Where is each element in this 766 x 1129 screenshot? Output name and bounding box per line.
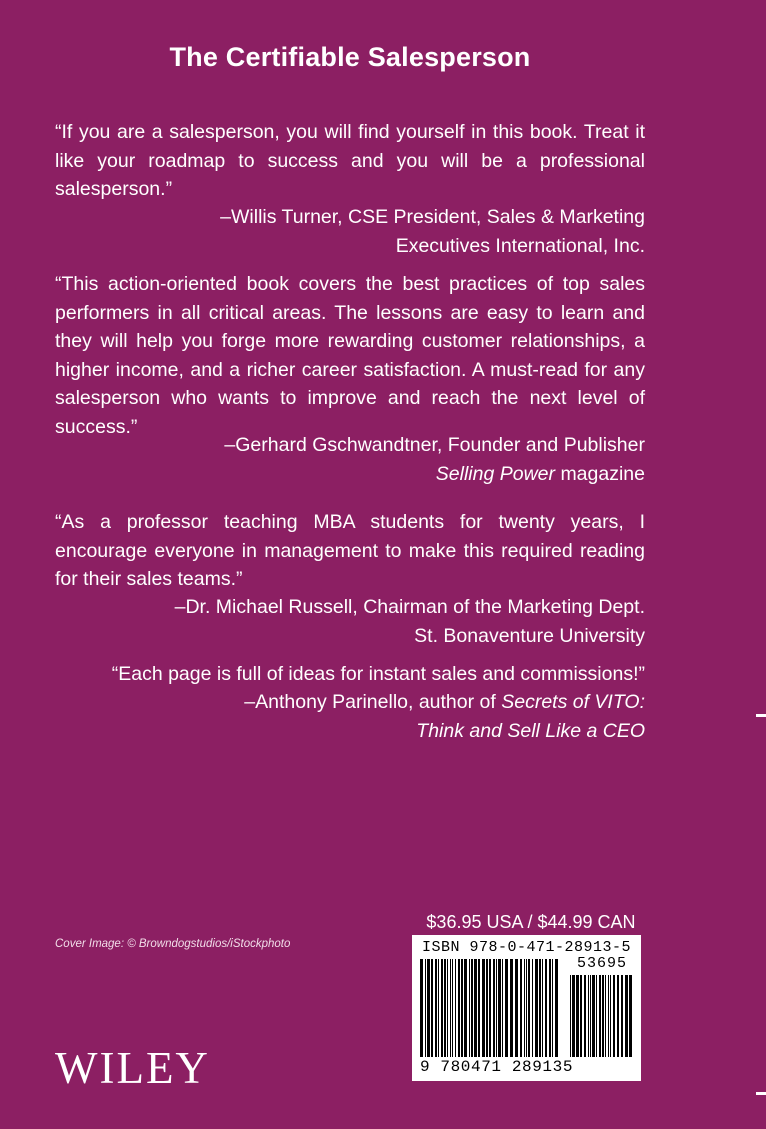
attribution-line: –Willis Turner, CSE President, Sales & Marketing [220,206,645,228]
book-title: The Certifiable Salesperson [169,42,531,72]
attribution-line: Executives International, Inc. [395,234,645,257]
ean-barcode-bars [420,959,560,1057]
barcode-bar [590,975,591,1057]
barcode-bar [469,959,470,1057]
barcode-bar [498,959,501,1057]
book-reference-subtitle: Think and Sell Like a CEO [416,719,645,742]
barcode-bar [602,975,604,1057]
barcode-bar [505,959,508,1057]
barcode-bar [496,959,497,1057]
attribution-line [85,688,645,717]
price-code: 53695 [576,955,627,972]
barcode-bar [596,975,597,1057]
blurb-attribution-4 [85,688,645,745]
barcode-bar [520,959,522,1057]
blurb-quote-4: “Each page is full of ideas for instant sales and commissions!” [111,663,645,685]
barcode-bar [542,959,543,1057]
barcode-bar [489,959,491,1057]
barcode-bar [486,959,488,1057]
barcode-bar [502,959,503,1057]
barcode-bar [515,959,518,1057]
barcode-bar [555,959,558,1057]
barcode-bar [478,959,480,1057]
barcode-bar [613,975,615,1057]
attribution-line: –Dr. Michael Russell, Chairman of the Marketing Dept. [174,596,645,618]
barcode-bar [482,959,485,1057]
blurb-quote-2: “This action-oriented book covers the best practices of top sales performers in all critical areas. The lessons are easy to learn and they will help you forge more rewarding customer relationships, a higher income, and a richer career satisfaction. A must-read for any salesperson who wants to improve and reach the next level of success.” [55,273,645,438]
blurb-attribution-1 [85,203,645,260]
isbn-barcode [412,935,641,1081]
barcode-bar [447,959,448,1057]
barcode-bar [524,959,525,1057]
barcode-bar [425,959,426,1057]
barcode-bar [441,959,443,1057]
barcode-bar [455,959,456,1057]
barcode-bar [605,975,606,1057]
barcode-bar [452,959,453,1057]
book-reference: Secrets of VITO: [501,691,645,713]
publication-suffix: magazine [560,462,645,485]
blurb-quote-1: “If you are a salesperson, you will find yourself in this book. Treat it like your roadmap to success and you will be a professional salesperson.” [55,121,645,200]
attribution-line [85,460,645,489]
barcode-bar [580,975,582,1057]
barcode-bar [549,959,551,1057]
edge-mark [756,714,766,717]
blurb-attribution-2 [85,431,645,488]
barcode-bar [464,959,467,1057]
attribution-prefix: –Anthony Parinello, author of [244,691,502,713]
wiley-logo: WILEY [55,1043,210,1093]
barcode-bar [444,959,446,1057]
barcode-bar [532,959,533,1057]
barcode-bar [588,975,589,1057]
isbn-text: ISBN 978-0-471-28913-5 [422,939,632,956]
publication-name: Selling Power [435,462,556,485]
barcode-bar [528,959,530,1057]
barcode-bar [608,975,609,1057]
barcode-bar [621,975,623,1057]
barcode-bar [450,959,451,1057]
barcode-bar [629,975,632,1057]
price-label: $36.95 USA / $44.99 CAN [426,912,636,932]
barcode-bar [539,959,541,1057]
barcode-bar [572,975,575,1057]
barcode-bar [625,975,628,1057]
addon-barcode-bars [570,975,632,1057]
barcode-bar [610,975,611,1057]
barcode-bar [592,975,595,1057]
barcode-bar [576,975,579,1057]
barcode-bar [552,959,553,1057]
barcode-bar [493,959,495,1057]
barcode-bar [510,959,513,1057]
barcode-bar [461,959,463,1057]
attribution-line: St. Bonaventure University [414,624,645,647]
barcode-bar [458,959,460,1057]
barcode-bar [545,959,547,1057]
ean-digits: 9 780471 289135 [420,1058,574,1076]
barcode-bar [599,975,601,1057]
attribution-line [85,717,645,746]
barcode-bar [427,959,430,1057]
barcode-bar [420,959,423,1057]
barcode-bar [535,959,538,1057]
barcode-bar [431,959,433,1057]
barcode-bar [526,959,527,1057]
barcode-bar [617,975,619,1057]
blurb-quote-3: “As a professor teaching MBA students for twenty years, I encourage everyone in management to make this required reading for their sales teams.” [55,511,645,590]
barcode-bar [584,975,586,1057]
barcode-bar [570,975,571,1057]
edge-mark [756,1092,766,1095]
barcode-bar [474,959,477,1057]
barcode-bar [471,959,473,1057]
barcode-bar [435,959,437,1057]
blurb-attribution-3 [85,593,645,650]
barcode-bar [438,959,439,1057]
attribution-line: –Gerhard Gschwandtner, Founder and Publisher [224,434,645,456]
cover-image-credit: Cover Image: © Browndogstudios/iStockphoto [55,938,291,950]
